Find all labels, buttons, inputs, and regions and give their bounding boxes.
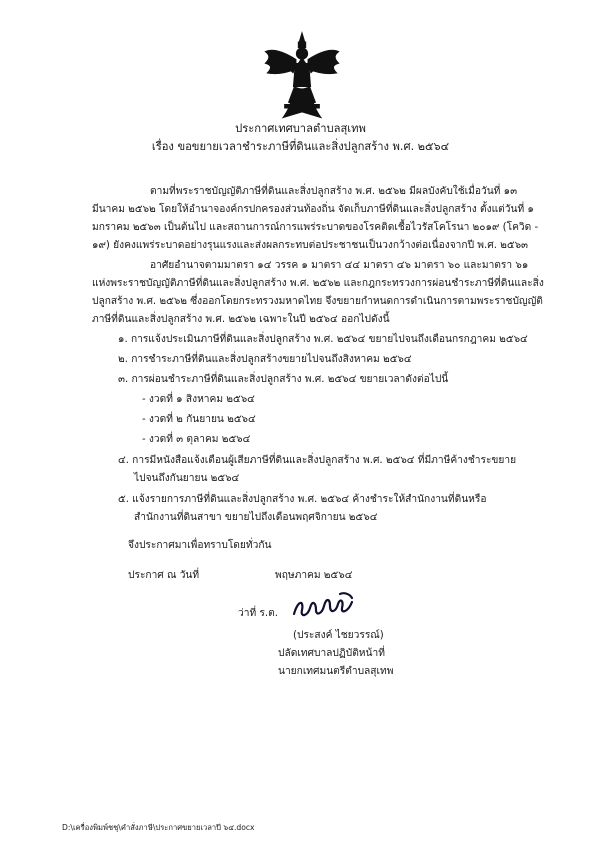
sub-list-item: - งวดที่ ๑ สิงหาคม ๒๕๖๔ [142,394,255,405]
file-path-footer: D:\เครื่องพิมพ์ชชุ\คำสั่งภาษี\ประกาศขยายเวลาปี ๖๔.docx [62,823,255,832]
sub-list-item: - งวดที่ ๒ กันยายน ๒๕๖๔ [142,414,256,425]
signer-position: ปลัดเทศบาลปฏิบัติหน้าที่ [278,648,385,659]
garuda-emblem-icon [263,30,341,122]
document-title: ประกาศเทศบาลตำบลสุเทพ [235,122,366,135]
list-item: ๒. การชำระภาษีที่ดินและสิ่งปลูกสร้างขยายไปจนถึงสิงหาคม ๒๕๖๔ [118,354,412,365]
document-subject: เรื่อง ขอขยายเวลาชำระภาษีที่ดินและสิ่งปลูกสร้าง พ.ศ. ๒๕๖๔ [151,140,450,153]
signer-name: (ประสงค์ ไชยวรรณ์) [293,630,384,641]
list-item-continuation: สำนักงานที่ดินสาขา ขยายไปถึงเดือนพฤศจิกายน ๒๕๖๔ [134,512,378,523]
signer-position: นายกเทศมนตรีตำบลสุเทพ [278,666,394,677]
list-item: ๕. แจ้งรายการภาษีที่ดินและสิ่งปลูกสร้าง พ.ศ. ๒๕๖๔ ค้างชำระให้สำนักงานที่ดินหรือ [118,494,487,505]
paragraph-1-line: มกราคม ๒๕๖๓ เป็นต้นไป และสถานการณ์การแพร่ระบาดของโรคติดเชื้อไวรัสโคโรนา ๒๐๑๙ (โควิด - [92,222,539,233]
paragraph-2-line: ปลูกสร้าง พ.ศ. ๒๕๖๒ ซึ่งออกโดยกระทรวงมหาดไทย จึงขยายกำหนดการดำเนินการตามพระราชบัญญัติ [92,296,543,307]
sub-list-item: - งวดที่ ๓ ตุลาคม ๒๕๖๔ [142,434,251,445]
acting-rank-label: ว่าที่ ร.ต. [238,608,278,619]
list-item: ๓. การผ่อนชำระภาษีที่ดินและสิ่งปลูกสร้าง พ.ศ. ๒๕๖๔ ขยายเวลาดังต่อไปนี้ [118,374,449,385]
paragraph-2-line: ภาษีที่ดินและสิ่งปลูกสร้าง พ.ศ. ๒๕๖๒ เฉพาะในปี ๒๕๖๔ ออกไปดังนี้ [92,314,390,325]
closing-statement: จึงประกาศมาเพื่อทราบโดยทั่วกัน [128,540,272,551]
paragraph-1-line: มีนาคม ๒๕๖๒ โดยให้อำนาจองค์กรปกครองส่วนท้องถิ่น จัดเก็บภาษีที่ดินและสิ่งปลูกสร้าง ตั้งแต่วันที่ ๑ [92,204,534,215]
list-item: ๑. การแจ้งประเมินภาษีที่ดินและสิ่งปลูกสร้าง พ.ศ. ๒๕๖๔ ขยายไปจนถึงเดือนกรกฎาคม ๒๕๖๔ [118,334,528,345]
paragraph-2-line: อาศัยอำนาจตามมาตรา ๑๔ วรรค ๑ มาตรา ๔๔ มาตรา ๔๖ มาตรา ๖๐ และมาตรา ๖๑ [150,260,529,271]
paragraph-1-line: ตามที่พระราชบัญญัติภาษีที่ดินและสิ่งปลูกสร้าง พ.ศ. ๒๕๖๒ มีผลบังคับใช้เมื่อวันที่ ๑๓ [150,186,518,197]
paragraph-2-line: แห่งพระราชบัญญัติภาษีที่ดินและสิ่งปลูกสร้าง พ.ศ. ๒๕๖๒ และกฎกระทรวงการผ่อนชำระภาษีที่ดินและสิ่ง [92,278,544,289]
list-item: ๔. การมีหนังสือแจ้งเตือนผู้เสียภาษีที่ดินและสิ่งปลูกสร้าง พ.ศ. ๒๕๖๔ ที่มีภาษีค้างชำระขยาย [118,455,517,466]
handwritten-signature-icon [290,590,362,624]
announce-date: พฤษภาคม ๒๕๖๔ [275,570,353,581]
paragraph-1-line: ๑๙) ยังคงแพร่ระบาดอย่างรุนแรงและส่งผลกระทบต่อประชาชนเป็นวงกว้างต่อเนื่องจากปี พ.ศ. ๒๕๖๓ [92,240,529,251]
list-item-continuation: ไปจนถึงกันยายน ๒๕๖๔ [134,473,240,484]
announce-label: ประกาศ ณ วันที่ [128,570,200,581]
